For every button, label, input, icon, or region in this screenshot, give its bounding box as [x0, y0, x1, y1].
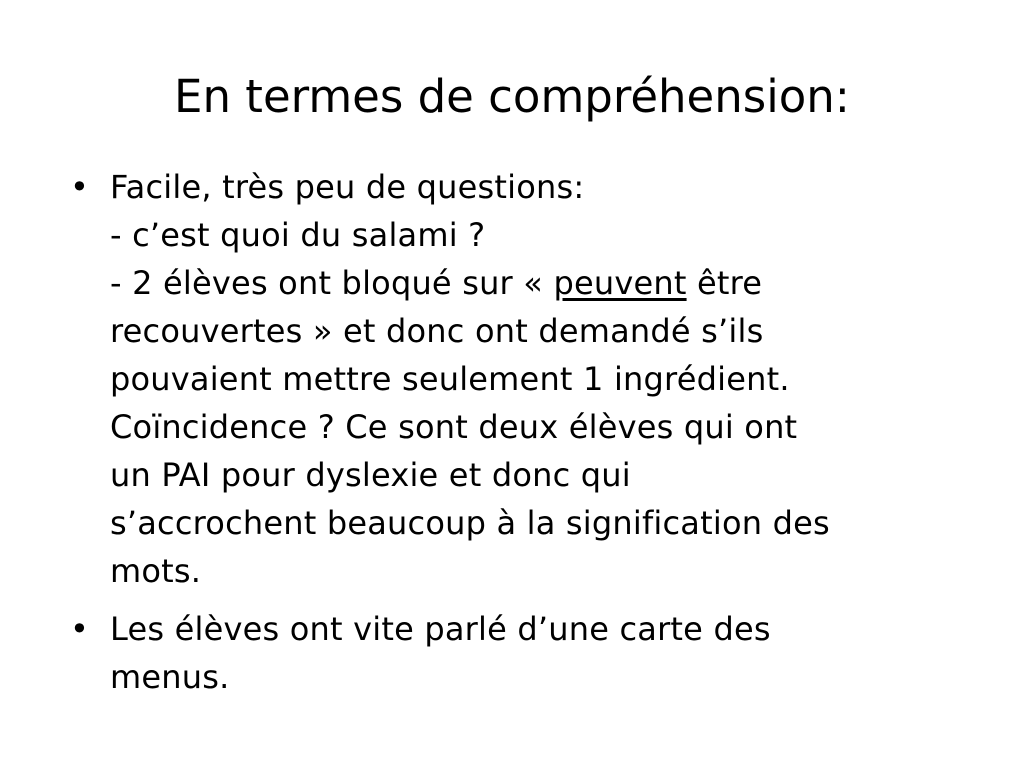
bullet-list — [70, 163, 980, 701]
bullet-line: pouvaient mettre seulement 1 ingrédient. — [110, 360, 790, 398]
bullet-line: - c’est quoi du salami ? — [110, 216, 486, 254]
bullet-line: mots. — [110, 552, 202, 590]
bullet-line: menus. — [110, 658, 230, 696]
bullet-line: s’accrochent beaucoup à la signification des — [110, 504, 830, 542]
bullet-item-comprehension — [70, 163, 980, 595]
bullet-line: Facile, très peu de questions: — [110, 168, 585, 206]
bullet-line-part: être — [686, 264, 763, 302]
bullet-line: Coïncidence ? Ce sont deux élèves qui ont — [110, 408, 798, 446]
bullet-line-part: - 2 élèves ont bloqué sur « — [110, 264, 554, 302]
bullet-dot-icon: • — [70, 610, 90, 648]
bullet-item-menus — [70, 605, 980, 701]
slide-title: En termes de compréhension: — [174, 70, 850, 123]
bullet-line: Les élèves ont vite parlé d’une carte des — [110, 610, 771, 648]
underlined-word: peuvent — [553, 264, 687, 302]
bullet-line-with-underline — [110, 259, 980, 307]
bullet-line: un PAI pour dyslexie et donc qui — [110, 456, 631, 494]
bullet-line: recouvertes » et donc ont demandé s’ils — [110, 312, 764, 350]
bullet-dot-icon: • — [70, 168, 90, 206]
